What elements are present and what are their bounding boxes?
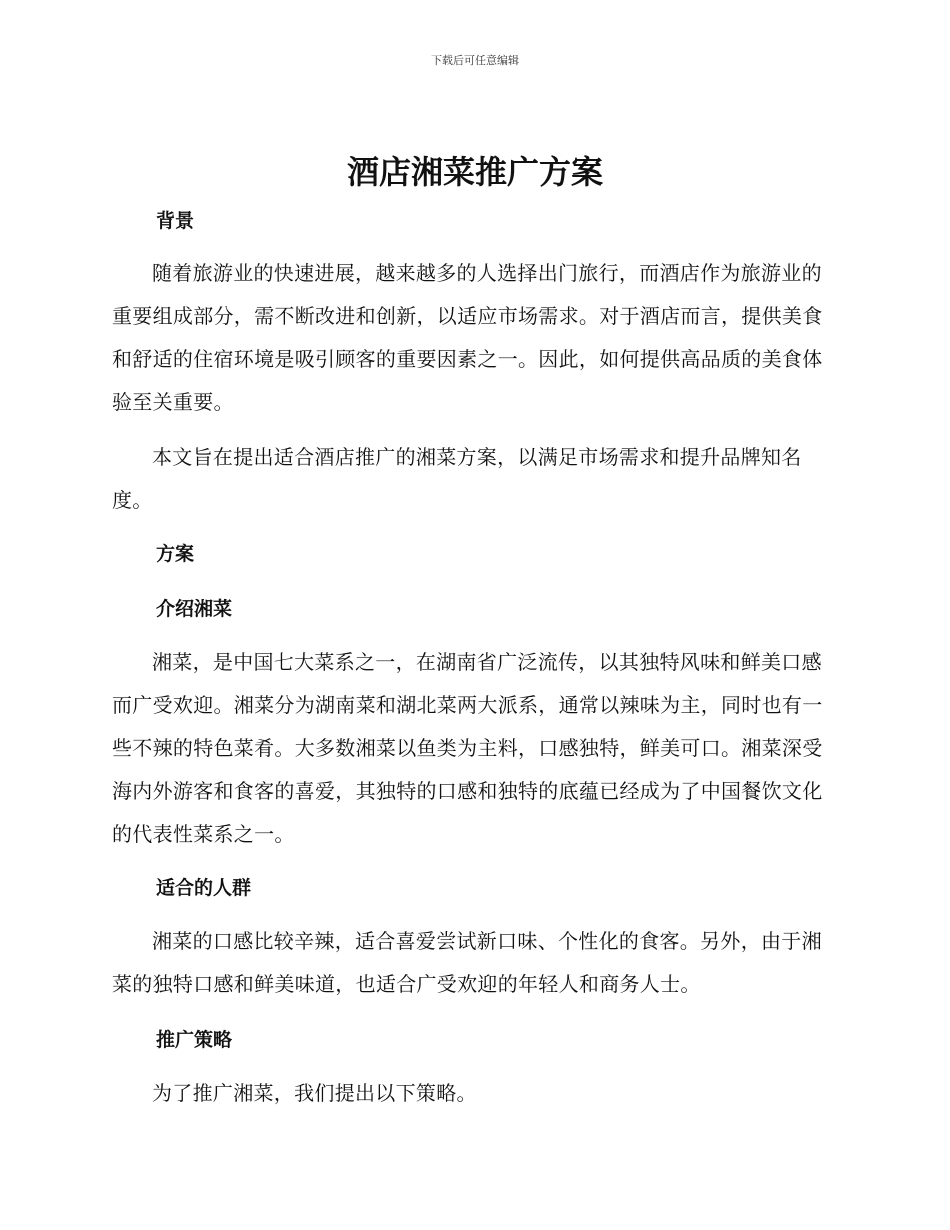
paragraph-background-1: 随着旅游业的快速进展，越来越多的人选择出门旅行，而酒店作为旅游业的重要组成部分，需不断改进和创新，以适应市场需求。对于酒店而言，提供美食和舒适的住宿环境是吸引顾客的重要因素之一。因此，如何提供高品质的美食体验至关重要。 (112, 261, 823, 414)
paragraph-background-2: 本文旨在提出适合酒店推广的湘菜方案，以满足市场需求和提升品牌知名度。 (112, 445, 802, 512)
heading-promotion-strategy: 推广策略 (156, 1029, 233, 1051)
heading-background: 背景 (156, 210, 195, 232)
paragraph-intro: 湘菜，是中国七大菜系之一，在湖南省广泛流传，以其独特风味和鲜美口感而广受欢迎。湘菜分为湖南菜和湖北菜两大派系，通常以辣味为主，同时也有一些不辣的特色菜肴。大多数湘菜以鱼类为主料，口感独特，鲜美可口。湘菜深受海内外游客和食客的喜爱，其独特的口感和独特的底蕴已经成为了中国餐饮文化的代表性菜系之一。 (112, 650, 823, 846)
paragraph-strategy: 为了推广湘菜，我们提出以下策略。 (152, 1081, 477, 1105)
header-note: 下载后可任意编辑 (431, 54, 519, 67)
heading-intro-xiang-cuisine: 介绍湘菜 (156, 598, 233, 620)
heading-target-audience: 适合的人群 (156, 877, 252, 899)
heading-plan: 方案 (156, 543, 195, 565)
page-title: 酒店湘菜推广方案 (346, 153, 603, 191)
paragraph-audience: 湘菜的口感比较辛辣，适合喜爱尝试新口味、个性化的食客。另外，由于湘菜的独特口感和鲜美味道，也适合广受欢迎的年轻人和商务人士。 (112, 929, 822, 996)
